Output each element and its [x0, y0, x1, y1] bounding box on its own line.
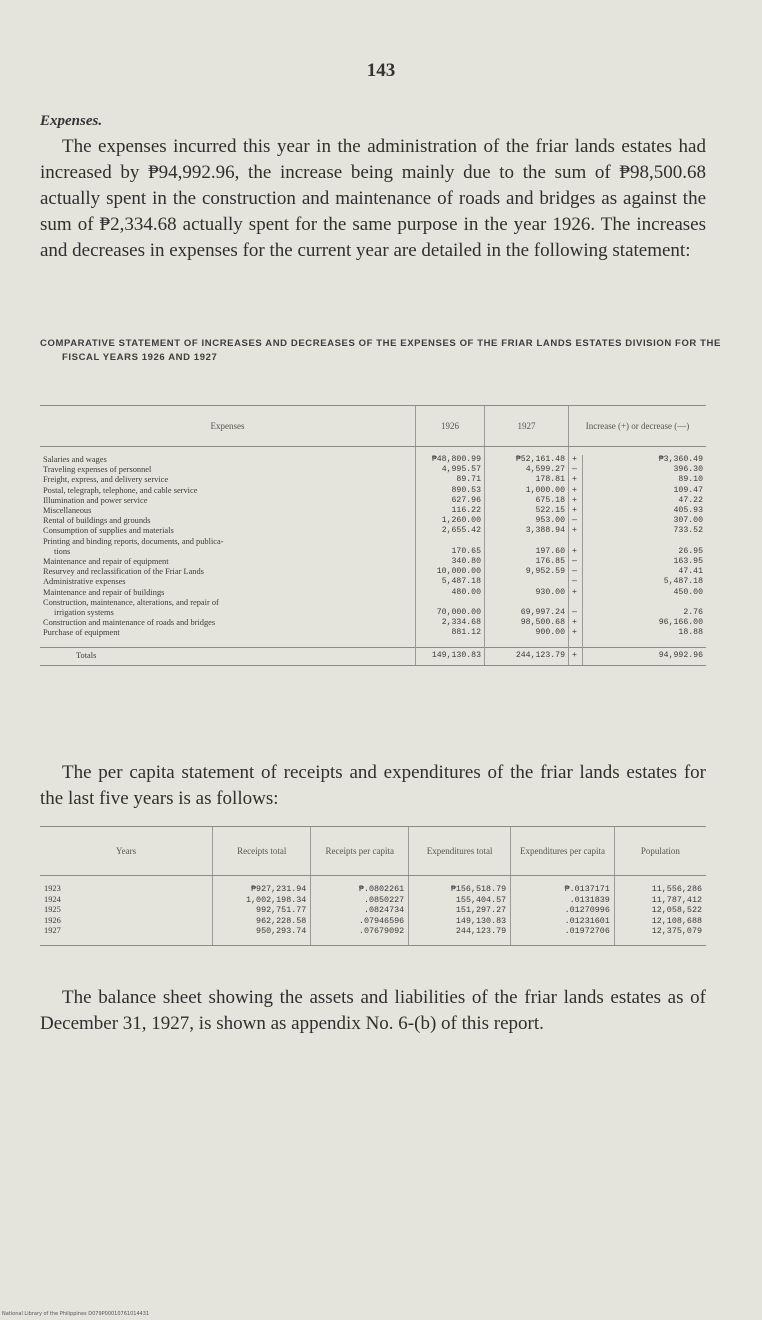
expense-item: Administrative expenses: [43, 577, 126, 587]
change-amount: 307.00: [583, 516, 707, 526]
value-1926: ₱48,800.99: [416, 455, 485, 465]
library-footer: National Library of the Philippines D079P00010761014431: [2, 1311, 150, 1317]
table-row: [40, 895, 706, 906]
change-sign: +: [569, 486, 583, 496]
change-amount: 163.95: [583, 557, 707, 567]
table-row: [40, 577, 706, 587]
population-cell: 11,556,286: [614, 876, 706, 895]
value-1926: 70,000.00: [416, 608, 485, 618]
header-years: Years: [40, 827, 213, 876]
header-receipts-per-capita: Receipts per capita: [311, 827, 409, 876]
value-1927: [485, 537, 569, 547]
value-1927: 900.00: [485, 628, 569, 638]
change-sign: —: [569, 608, 583, 618]
change-amount: 450.00: [583, 588, 707, 598]
year-cell: 1924: [44, 894, 61, 904]
page-number: 143: [366, 60, 396, 81]
expense-item: Maintenance and repair of buildings: [43, 587, 165, 597]
value-1926: 89.71: [416, 475, 485, 485]
change-amount: 405.93: [583, 506, 707, 516]
change-sign: —: [569, 516, 583, 526]
expenditures-per-capita-cell: .01972706: [511, 926, 615, 945]
value-1927: 522.15: [485, 506, 569, 516]
value-1927: 176.85: [485, 557, 569, 567]
population-cell: 12,058,522: [614, 905, 706, 916]
year-cell: 1923: [44, 884, 61, 893]
expense-item: Consumption of supplies and materials: [43, 526, 174, 536]
table-row: [40, 905, 706, 916]
value-1926: 2,655.42: [416, 526, 485, 536]
value-1927: 953.00: [485, 516, 569, 526]
expense-item: Miscellaneous: [43, 506, 92, 516]
change-amount: 18.88: [583, 628, 707, 638]
expenditures-total-cell: ₱156,518.79: [409, 876, 511, 895]
population-cell: 12,375,079: [614, 926, 706, 945]
expense-item: Traveling expenses of personnel: [43, 465, 152, 475]
year-cell: 1926: [44, 915, 61, 925]
header-expenses: Expenses: [40, 406, 416, 447]
value-1926: 881.12: [416, 628, 485, 638]
receipts-total-cell: ₱927,231.94: [213, 876, 311, 895]
value-1926: 627.96: [416, 496, 485, 506]
change-sign: +: [569, 475, 583, 485]
table-row: [40, 618, 706, 628]
expense-item: Postal, telegraph, telephone, and cable service: [43, 485, 198, 495]
expenditures-total-cell: 151,297.27: [409, 905, 511, 916]
value-1927: 930.00: [485, 588, 569, 598]
change-sign: +: [569, 496, 583, 506]
change-sign: +: [569, 455, 583, 465]
receipts-total-cell: 962,228.58: [213, 916, 311, 927]
expense-item: Construction and maintenance of roads and bridges: [43, 618, 216, 628]
expenditures-per-capita-cell: .01270996: [511, 905, 615, 916]
change-sign: —: [569, 567, 583, 577]
total-change-sign: +: [569, 647, 583, 665]
table-row: [40, 486, 706, 496]
header-expenditures-total: Expenditures total: [409, 827, 511, 876]
change-amount: 26.95: [583, 547, 707, 557]
change-amount: 733.52: [583, 526, 707, 536]
value-1926: 1,260.00: [416, 516, 485, 526]
change-sign: +: [569, 628, 583, 638]
table-row: [40, 496, 706, 506]
change-sign: [569, 598, 583, 608]
table-row: [40, 537, 706, 547]
table-header-row: [40, 406, 706, 447]
spacer-cell: [583, 639, 707, 648]
table-spacer-row: [40, 639, 706, 648]
expense-item: Rental of buildings and grounds: [43, 516, 151, 526]
expense-item: Illumination and power service: [43, 495, 148, 505]
value-1927: 9,952.59: [485, 567, 569, 577]
change-amount: 47.41: [583, 567, 707, 577]
value-1927: 4,599.27: [485, 465, 569, 475]
value-1927: 178.81: [485, 475, 569, 485]
header-population: Population: [614, 827, 706, 876]
change-sign: [569, 537, 583, 547]
value-1926: 116.22: [416, 506, 485, 516]
value-1926: 5,487.18: [416, 577, 485, 587]
change-amount: 109.47: [583, 486, 707, 496]
value-1927: [485, 598, 569, 608]
table-row: [40, 926, 706, 945]
table-row: [40, 526, 706, 536]
table-row: [40, 506, 706, 516]
change-sign: +: [569, 506, 583, 516]
receipts-per-capita-cell: .0850227: [311, 895, 409, 906]
value-1927: 3,388.94: [485, 526, 569, 536]
value-1926: 2,334.68: [416, 618, 485, 628]
expenditures-per-capita-cell: ₱.0137171: [511, 876, 615, 895]
intro-paragraph: The expenses incurred this year in the administration of the friar lands estates had increased by ₱94,992.96, the increase being mainly due to the sum of ₱98,500.68 actually spent in the construction and maintenance of roads and bridges as against the sum of ₱2,334.68 actually spent for the same purpose in the year 1926. The increases and decreases in expenses for the current year are detailed in the following statement:: [40, 136, 706, 261]
change-sign: —: [569, 557, 583, 567]
change-amount: 47.22: [583, 496, 707, 506]
population-cell: 12,108,688: [614, 916, 706, 927]
table-spacer-row: [40, 447, 706, 456]
receipts-per-capita-cell: ₱.0802261: [311, 876, 409, 895]
change-amount: [583, 537, 707, 547]
change-amount: 2.76: [583, 608, 707, 618]
header-1927: 1927: [485, 406, 569, 447]
value-1927: ₱52,161.48: [485, 455, 569, 465]
change-sign: +: [569, 618, 583, 628]
receipts-per-capita-cell: .0824734: [311, 905, 409, 916]
total-1927: 244,123.79: [485, 647, 569, 665]
table-row: [40, 465, 706, 475]
expense-item: Resurvey and reclassification of the Friar Lands: [43, 567, 204, 577]
spacer-cell: [485, 447, 569, 456]
change-sign: —: [569, 577, 583, 587]
receipts-per-capita-cell: .07946596: [311, 916, 409, 927]
table-row: [40, 455, 706, 465]
change-sign: +: [569, 526, 583, 536]
value-1926: 340.80: [416, 557, 485, 567]
total-1926: 149,130.83: [416, 647, 485, 665]
expenses-comparison-table: [40, 405, 706, 666]
change-amount: ₱3,360.49: [583, 455, 707, 465]
value-1927: 98,500.68: [485, 618, 569, 628]
table-row: [40, 475, 706, 485]
table-row: [40, 567, 706, 577]
expense-item: irrigation systems: [54, 608, 114, 618]
expenditures-per-capita-cell: .01231601: [511, 916, 615, 927]
header-1926: 1926: [416, 406, 485, 447]
totals-label: Totals: [40, 647, 416, 665]
header-receipts-total: Receipts total: [213, 827, 311, 876]
expense-item: Construction, maintenance, alterations, and repair of: [43, 597, 219, 607]
expense-item: Maintenance and repair of equipment: [43, 557, 169, 567]
table-header-row: [40, 827, 706, 876]
spacer-cell: [416, 447, 485, 456]
value-1927: 197.60: [485, 547, 569, 557]
value-1926: 890.53: [416, 486, 485, 496]
year-cell: 1927: [40, 926, 213, 945]
change-sign: —: [569, 465, 583, 475]
table-row: [40, 916, 706, 927]
change-amount: 396.30: [583, 465, 707, 475]
table-row: [40, 598, 706, 608]
expense-item: Salaries and wages: [43, 455, 107, 464]
change-amount: 96,166.00: [583, 618, 707, 628]
expenditures-total-cell: 155,404.57: [409, 895, 511, 906]
table-row: [40, 557, 706, 567]
section-title: Expenses.: [40, 113, 103, 129]
table-row: [40, 608, 706, 618]
expense-item: Printing and binding reports, documents, and publica-: [43, 536, 224, 546]
expenditures-total-cell: 244,123.79: [409, 926, 511, 945]
value-1926: 4,995.57: [416, 465, 485, 475]
totals-row: [40, 647, 706, 665]
spacer-cell: [485, 639, 569, 648]
change-sign: +: [569, 588, 583, 598]
per-capita-table: [40, 826, 706, 946]
change-sign: +: [569, 547, 583, 557]
receipts-total-cell: 950,293.74: [213, 926, 311, 945]
value-1926: 10,000.00: [416, 567, 485, 577]
expenditures-total-cell: 149,130.83: [409, 916, 511, 927]
change-amount: 5,487.18: [583, 577, 707, 587]
table-row: [40, 588, 706, 598]
table-row: [40, 547, 706, 557]
spacer-cell: [40, 639, 416, 648]
statement-title: COMPARATIVE STATEMENT OF INCREASES AND DECREASES OF THE EXPENSES OF THE FRIAR LANDS ESTATES DIVISION FOR THE FISCAL YEARS 1926 AND 1927: [40, 338, 721, 363]
total-change-amount: 94,992.96: [583, 647, 707, 665]
header-change: Increase (+) or decrease (—): [569, 406, 707, 447]
spacer-cell: [416, 639, 485, 648]
spacer-cell: [569, 447, 707, 456]
population-cell: 11,787,412: [614, 895, 706, 906]
expense-item: tions: [54, 546, 71, 556]
value-1927: 69,997.24: [485, 608, 569, 618]
value-1927: 1,000.00: [485, 486, 569, 496]
header-expenditures-per-capita: Expenditures per capita: [511, 827, 615, 876]
receipts-total-cell: 992,751.77: [213, 905, 311, 916]
value-1926: [416, 598, 485, 608]
spacer-cell: [569, 639, 583, 648]
change-amount: [583, 598, 707, 608]
table-row: [40, 628, 706, 638]
value-1926: 480.00: [416, 588, 485, 598]
change-amount: 89.10: [583, 475, 707, 485]
value-1926: 170.65: [416, 547, 485, 557]
spacer-cell: [40, 447, 416, 456]
expenditures-per-capita-cell: .0131839: [511, 895, 615, 906]
value-1927: 675.18: [485, 496, 569, 506]
table-row: [40, 876, 706, 895]
value-1926: [416, 537, 485, 547]
receipts-per-capita-cell: .07679092: [311, 926, 409, 945]
value-1927: [485, 577, 569, 587]
per-capita-paragraph: The per capita statement of receipts and expenditures of the friar lands estates for the last five years is as follows:: [40, 762, 706, 809]
expense-item: Freight, express, and delivery service: [43, 475, 169, 485]
balance-sheet-paragraph: The balance sheet showing the assets and liabilities of the friar lands estates as of December 31, 1927, is shown as appendix No. 6-(b) of this report.: [40, 987, 706, 1034]
receipts-total-cell: 1,002,198.34: [213, 895, 311, 906]
expense-item: Purchase of equipment: [43, 628, 120, 638]
year-cell: 1925: [44, 905, 61, 914]
table-row: [40, 516, 706, 526]
